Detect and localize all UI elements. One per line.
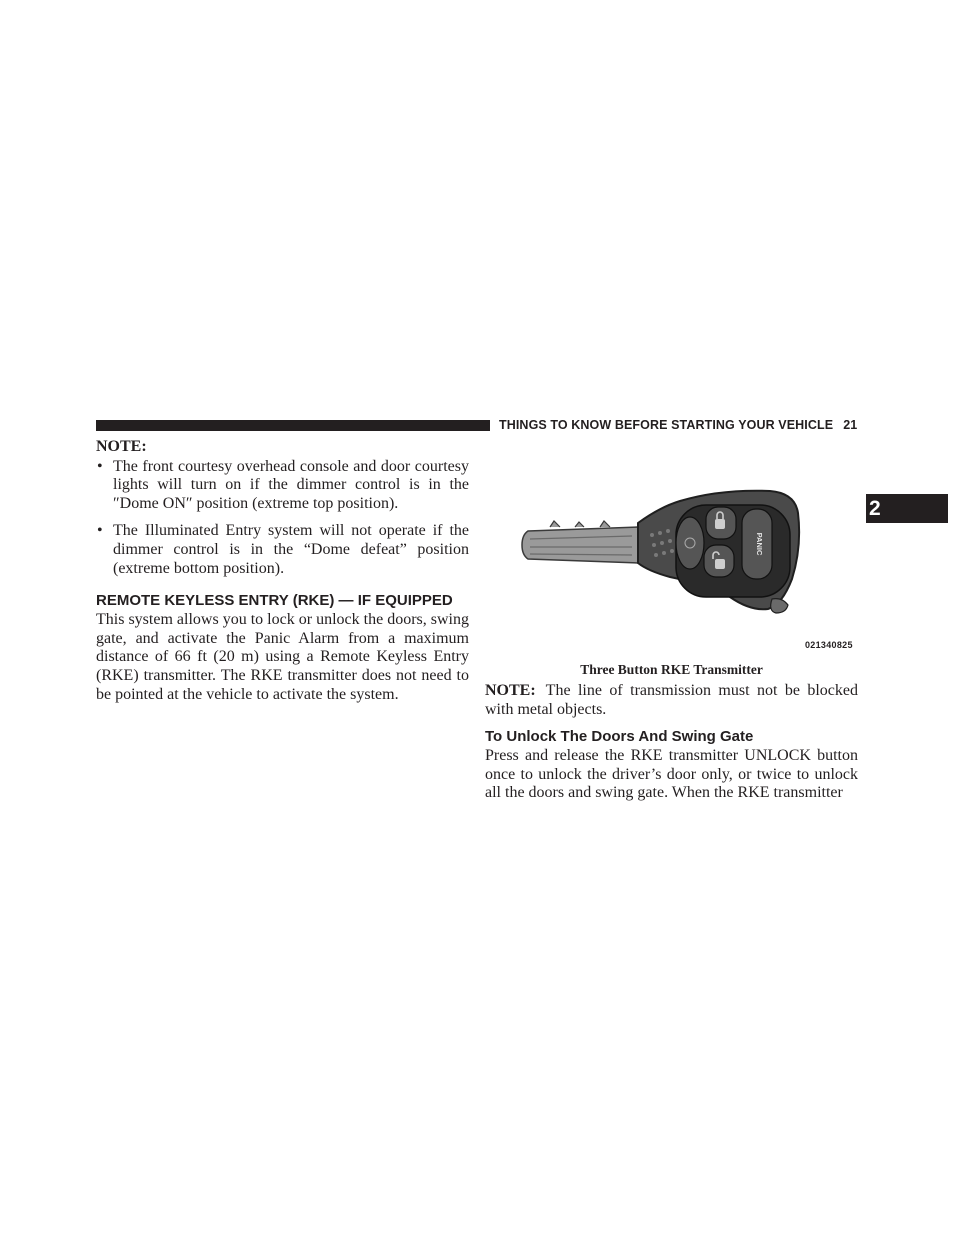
right-column [485, 682, 858, 803]
figure-caption-text: Three Button RKE Transmitter [580, 662, 763, 677]
panic-button-label: PANIC [755, 532, 764, 556]
rke-transmitter-illustration [520, 487, 810, 617]
figure-caption [485, 662, 858, 678]
running-header [499, 418, 859, 432]
sub-heading: To Unlock The Doors And Swing Gate [485, 728, 754, 746]
unlock-button-icon [704, 545, 734, 577]
remote-start-button-icon [676, 517, 704, 569]
bullet-text: The front courtesy overhead console and door courtesy lights will turn on if the dimmer control is in the ″Dome ON″ position (extreme top position). [113, 457, 469, 512]
bullet-icon: • [97, 522, 103, 540]
key-blade-icon [522, 521, 646, 563]
chapter-tab: 2 [866, 494, 948, 523]
section-heading: REMOTE KEYLESS ENTRY (RKE) — IF EQUIPPED [96, 592, 453, 610]
note-label: NOTE: [96, 438, 147, 455]
section-body: This system allows you to lock or unlock the doors, swing gate, and activate the Panic Alarm from a maximum distance of 66 ft (20 m) using a Remote Keyless Entry (RKE) transmitter. The RKE transmitter does not need to be pointed at the vehicle to activate the system. [96, 611, 469, 703]
note-text: The line of transmission must not be blocked with metal objects. [485, 682, 858, 718]
note-label: NOTE: [485, 682, 536, 699]
figure-code: 021340825 [805, 640, 853, 650]
bullet-text: The Illuminated Entry system will not operate if the dimmer control is in the “Dome defeat” position (extreme bottom position). [113, 522, 469, 577]
note-bullet-list [96, 458, 469, 579]
panic-button-icon [742, 509, 772, 579]
page-number: 21 [843, 418, 858, 432]
header-rule [96, 420, 490, 431]
bullet-icon: • [97, 457, 103, 475]
left-column [96, 438, 469, 704]
unlock-body: Press and release the RKE transmitter UNLOCK button once to unlock the driver’s door only, or twice to unlock all the doors and swing gate. When the RKE transmitter [485, 747, 858, 802]
lock-button-icon [706, 507, 736, 539]
running-title: THINGS TO KNOW BEFORE STARTING YOUR VEHICLE [499, 418, 834, 432]
list-item [96, 522, 469, 578]
transmission-note [485, 682, 858, 719]
list-item [96, 458, 469, 514]
